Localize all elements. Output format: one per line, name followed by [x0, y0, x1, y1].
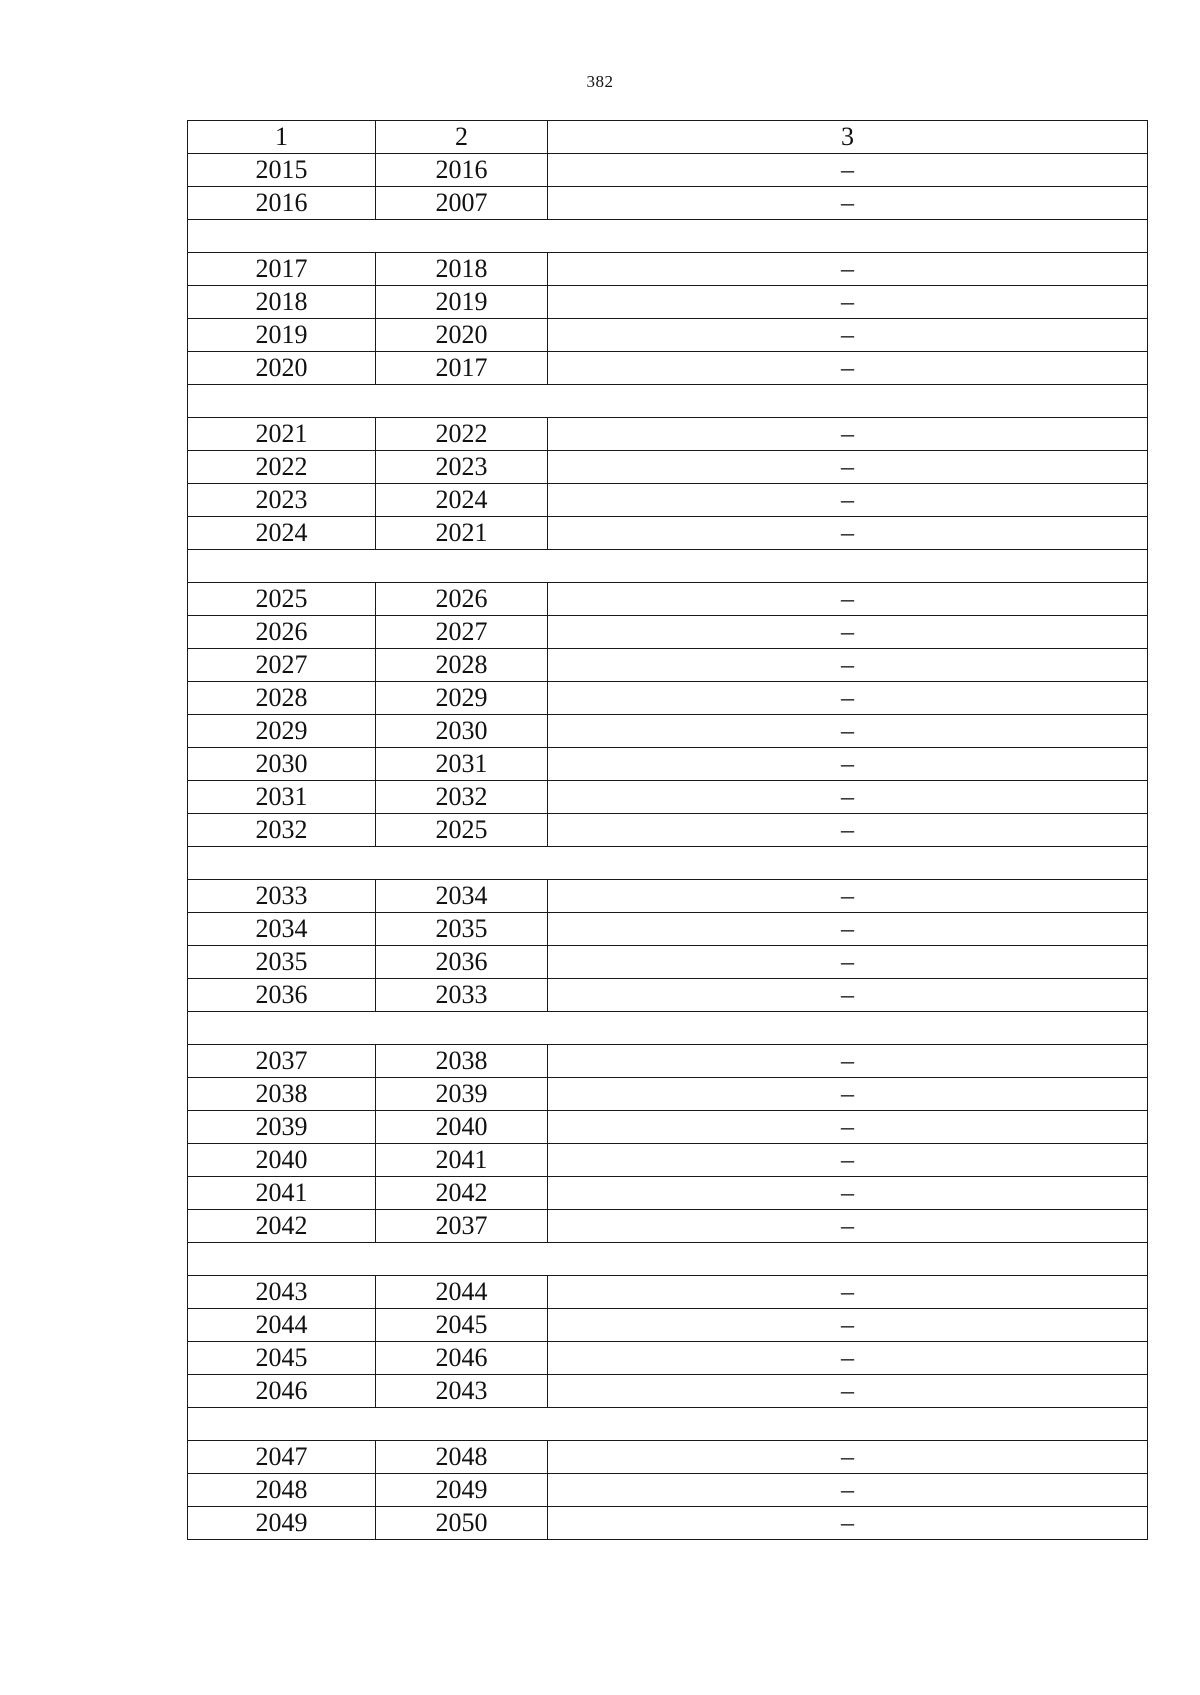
table-cell: 2037 [376, 1210, 548, 1243]
table-cell: – [548, 1276, 1148, 1309]
table-cell: – [548, 583, 1148, 616]
header-row [188, 121, 1148, 154]
table-cell: – [548, 1441, 1148, 1474]
header-cell: 3 [548, 121, 1148, 154]
table-cell: – [548, 484, 1148, 517]
separator-cell [188, 385, 1148, 418]
table-cell: 2035 [188, 946, 376, 979]
table-row [188, 781, 1148, 814]
data-table [187, 120, 1148, 1540]
table-cell: 2034 [376, 880, 548, 913]
table-cell: 2018 [376, 253, 548, 286]
header-cell: 1 [188, 121, 376, 154]
table-cell: 2041 [188, 1177, 376, 1210]
table-cell: 2039 [376, 1078, 548, 1111]
table-cell: 2048 [376, 1441, 548, 1474]
table-row [188, 1441, 1148, 1474]
page-number: 382 [586, 72, 614, 91]
table-row [188, 1078, 1148, 1111]
table-cell: – [548, 1507, 1148, 1540]
table-cell: 2046 [188, 1375, 376, 1408]
table-cell: – [548, 1045, 1148, 1078]
table-row [188, 946, 1148, 979]
table-row [188, 418, 1148, 451]
table-cell: – [548, 1210, 1148, 1243]
table-cell: 2007 [376, 187, 548, 220]
table-cell: – [548, 715, 1148, 748]
table-row [188, 1474, 1148, 1507]
table-row [188, 286, 1148, 319]
table-cell: 2027 [188, 649, 376, 682]
table-cell: 2027 [376, 616, 548, 649]
group-separator-row [188, 1012, 1148, 1045]
table-cell: 2041 [376, 1144, 548, 1177]
table-row [188, 1507, 1148, 1540]
group-separator-row [188, 385, 1148, 418]
table-row [188, 517, 1148, 550]
table-cell: 2020 [188, 352, 376, 385]
table-cell: 2043 [188, 1276, 376, 1309]
table-cell: 2022 [376, 418, 548, 451]
table-cell: 2032 [376, 781, 548, 814]
table-cell: – [548, 781, 1148, 814]
table-cell: – [548, 286, 1148, 319]
table-cell: 2016 [188, 187, 376, 220]
table-cell: – [548, 352, 1148, 385]
table-cell: 2019 [188, 319, 376, 352]
table-cell: 2049 [376, 1474, 548, 1507]
table-row [188, 1342, 1148, 1375]
table-cell: – [548, 946, 1148, 979]
table-row [188, 154, 1148, 187]
table-row [188, 748, 1148, 781]
table-cell: 2050 [376, 1507, 548, 1540]
table-cell: 2017 [376, 352, 548, 385]
table-cell: 2030 [376, 715, 548, 748]
table-row [188, 1111, 1148, 1144]
table-cell: – [548, 1144, 1148, 1177]
table-cell: – [548, 1309, 1148, 1342]
separator-cell [188, 847, 1148, 880]
group-separator-row [188, 220, 1148, 253]
table-row [188, 1045, 1148, 1078]
table-cell: 2018 [188, 286, 376, 319]
table-cell: 2032 [188, 814, 376, 847]
table-cell: 2036 [376, 946, 548, 979]
table-cell: 2035 [376, 913, 548, 946]
table-cell: 2042 [188, 1210, 376, 1243]
table-row [188, 1276, 1148, 1309]
table-row [188, 649, 1148, 682]
table-cell: 2042 [376, 1177, 548, 1210]
table-cell: 2034 [188, 913, 376, 946]
table-cell: 2040 [376, 1111, 548, 1144]
table-cell: 2033 [376, 979, 548, 1012]
table-cell: 2038 [188, 1078, 376, 1111]
separator-cell [188, 1408, 1148, 1441]
table-cell: – [548, 979, 1148, 1012]
table-cell: – [548, 1177, 1148, 1210]
table-cell: 2021 [188, 418, 376, 451]
table-cell: – [548, 319, 1148, 352]
table-cell: 2044 [188, 1309, 376, 1342]
group-separator-row [188, 847, 1148, 880]
table-cell: 2020 [376, 319, 548, 352]
table-cell: 2021 [376, 517, 548, 550]
table-cell: – [548, 649, 1148, 682]
table-cell: 2039 [188, 1111, 376, 1144]
table-cell: – [548, 253, 1148, 286]
table-row [188, 451, 1148, 484]
table-cell: 2015 [188, 154, 376, 187]
group-separator-row [188, 550, 1148, 583]
table-row [188, 187, 1148, 220]
table-cell: 2024 [376, 484, 548, 517]
table-row [188, 1309, 1148, 1342]
table-cell: – [548, 1342, 1148, 1375]
table-cell: 2029 [188, 715, 376, 748]
table-row [188, 616, 1148, 649]
table-cell: 2016 [376, 154, 548, 187]
table-row [188, 484, 1148, 517]
table-cell: 2028 [376, 649, 548, 682]
table-cell: – [548, 1078, 1148, 1111]
table-cell: 2036 [188, 979, 376, 1012]
table-cell: – [548, 913, 1148, 946]
table-cell: – [548, 1375, 1148, 1408]
group-separator-row [188, 1408, 1148, 1441]
table-cell: 2038 [376, 1045, 548, 1078]
table-row [188, 319, 1148, 352]
table-cell: 2043 [376, 1375, 548, 1408]
table-row [188, 1144, 1148, 1177]
table-row [188, 979, 1148, 1012]
separator-cell [188, 550, 1148, 583]
table-row [188, 682, 1148, 715]
table-cell: 2037 [188, 1045, 376, 1078]
table-cell: – [548, 682, 1148, 715]
table-cell: 2023 [188, 484, 376, 517]
table-row [188, 352, 1148, 385]
table-cell: – [548, 418, 1148, 451]
table-cell: 2022 [188, 451, 376, 484]
table-cell: 2030 [188, 748, 376, 781]
table-row [188, 583, 1148, 616]
table-cell: 2044 [376, 1276, 548, 1309]
table-cell: – [548, 880, 1148, 913]
table-row [188, 1210, 1148, 1243]
table-cell: 2047 [188, 1441, 376, 1474]
table-cell: 2029 [376, 682, 548, 715]
table-cell: – [548, 748, 1148, 781]
table-row [188, 913, 1148, 946]
header-cell: 2 [376, 121, 548, 154]
table-cell: – [548, 451, 1148, 484]
table-cell: – [548, 154, 1148, 187]
table-cell: 2024 [188, 517, 376, 550]
table-row [188, 814, 1148, 847]
separator-cell [188, 1243, 1148, 1276]
table-cell: – [548, 517, 1148, 550]
table-cell: 2026 [376, 583, 548, 616]
table-cell: 2019 [376, 286, 548, 319]
table-cell: – [548, 616, 1148, 649]
table-row [188, 880, 1148, 913]
table-cell: 2031 [376, 748, 548, 781]
table-cell: – [548, 1474, 1148, 1507]
table-cell: 2028 [188, 682, 376, 715]
table-cell: – [548, 187, 1148, 220]
table-cell: 2026 [188, 616, 376, 649]
table-cell: 2045 [188, 1342, 376, 1375]
separator-cell [188, 220, 1148, 253]
group-separator-row [188, 1243, 1148, 1276]
table-cell: 2040 [188, 1144, 376, 1177]
table-row [188, 715, 1148, 748]
table-cell: 2045 [376, 1309, 548, 1342]
table-cell: 2031 [188, 781, 376, 814]
table-row [188, 1177, 1148, 1210]
table-cell: 2046 [376, 1342, 548, 1375]
table-row [188, 253, 1148, 286]
table-body [188, 121, 1148, 1540]
table-cell: 2025 [376, 814, 548, 847]
table-cell: 2048 [188, 1474, 376, 1507]
table-cell: 2033 [188, 880, 376, 913]
table-cell: – [548, 814, 1148, 847]
table-cell: 2023 [376, 451, 548, 484]
table-cell: 2017 [188, 253, 376, 286]
table-row [188, 1375, 1148, 1408]
table-cell: 2025 [188, 583, 376, 616]
separator-cell [188, 1012, 1148, 1045]
table-cell: 2049 [188, 1507, 376, 1540]
table-cell: – [548, 1111, 1148, 1144]
